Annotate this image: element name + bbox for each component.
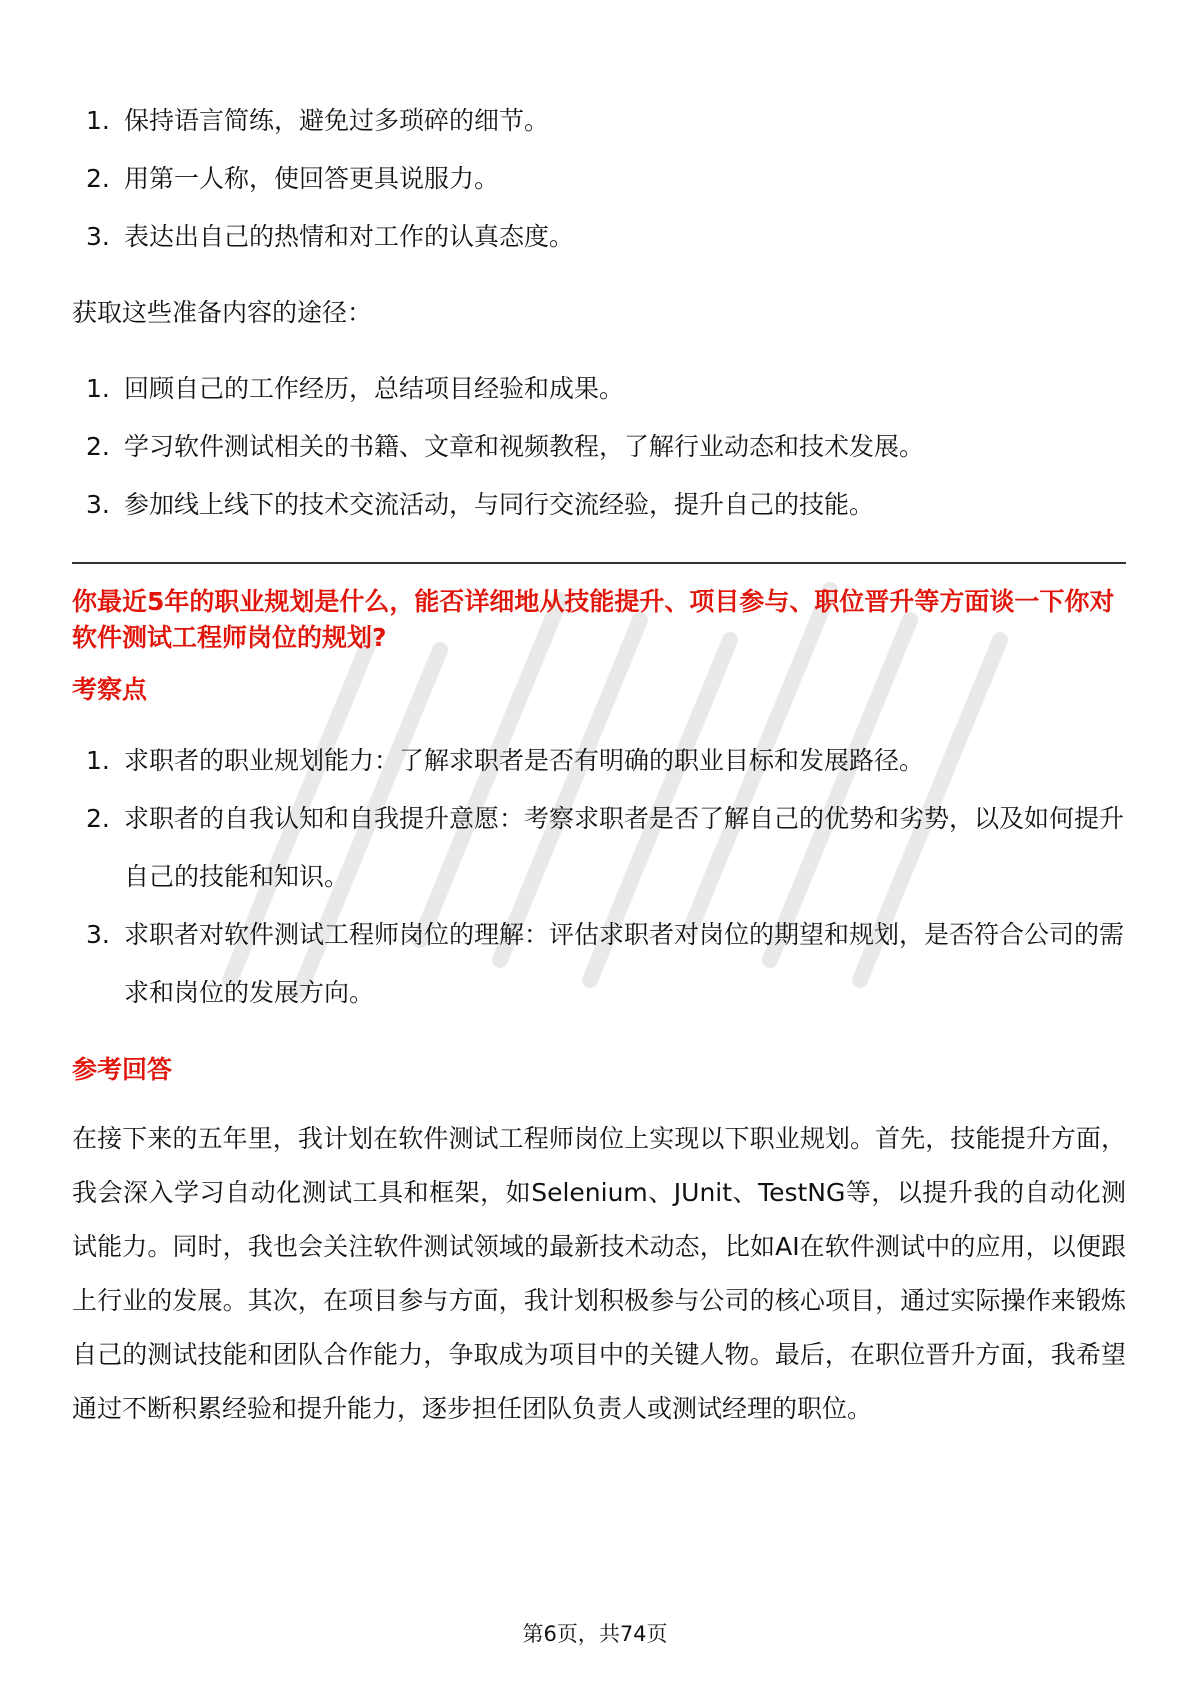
list-item-text: 求职者的自我认知和自我提升意愿：考察求职者是否了解自己的优势和劣势，以及如何提升自己的技能和知识。: [124, 804, 1125, 891]
list-item: [72, 418, 1126, 476]
list-item: [72, 360, 1126, 418]
list-number: 1.: [86, 746, 110, 775]
interview-question: 你最近5年的职业规划是什么，能否详细地从技能提升、项目参与、职位晋升等方面谈一下你对软件测试工程师岗位的规划?: [72, 587, 1115, 652]
list-item-text: 参加线上线下的技术交流活动，与同行交流经验，提升自己的技能。: [124, 490, 875, 519]
list-item-text: 保持语言简练，避免过多琐碎的细节。: [124, 106, 550, 135]
list-item: [72, 906, 1126, 1022]
list-item-text: 学习软件测试相关的书籍、文章和视频教程，了解行业动态和技术发展。: [124, 432, 925, 461]
list-number: 1.: [86, 106, 110, 135]
sources-heading: 获取这些准备内容的途径：: [72, 298, 373, 327]
list-item: [72, 92, 1126, 150]
list-number: 2.: [86, 164, 110, 193]
list-item-text: 表达出自己的热情和对工作的认真态度。: [124, 222, 575, 251]
list-number: 3.: [86, 222, 110, 251]
page-content: [72, 92, 1126, 1436]
reference-title: 参考回答: [72, 1055, 173, 1084]
list-item: [72, 732, 1126, 790]
list-item-text: 用第一人称，使回答更具说服力。: [124, 164, 500, 193]
list-number: 3.: [86, 490, 110, 519]
list-number: 3.: [86, 920, 110, 949]
list-item-text: 求职者对软件测试工程师岗位的理解：评估求职者对岗位的期望和规划，是否符合公司的需求和岗位的发展方向。: [124, 920, 1125, 1007]
page-number: 第6页，共74页: [522, 1622, 668, 1646]
list-item: [72, 208, 1126, 266]
list-item-text: 回顾自己的工作经历，总结项目经验和成果。: [124, 374, 625, 403]
list-item: [72, 150, 1126, 208]
sources-list: [72, 360, 1126, 534]
list-number: 1.: [86, 374, 110, 403]
list-item-text: 求职者的职业规划能力：了解求职者是否有明确的职业目标和发展路径。: [124, 746, 925, 775]
assessment-title: 考察点: [72, 675, 148, 704]
assessment-list: [72, 732, 1126, 1022]
list-number: 2.: [86, 804, 110, 833]
tips-list: [72, 92, 1126, 266]
reference-answer: 在接下来的五年里，我计划在软件测试工程师岗位上实现以下职业规划。首先，技能提升方面，我会深入学习自动化测试工具和框架，如Selenium、JUnit、TestNG等，以提升我的自动化测试能力。同时，我也会关注软件测试领域的最新技术动态，比如AI在软件测试中的应用，以便跟上行业的发展。其次，在项目参与方面，我计划积极参与公司的核心项目，通过实际操作来锻炼自己的测试技能和团队合作能力，争取成为项目中的关键人物。最后，在职位晋升方面，我希望通过不断积累经验和提升能力，逐步担任团队负责人或测试经理的职位。: [72, 1124, 1126, 1423]
list-item: [72, 790, 1126, 906]
list-item: [72, 476, 1126, 534]
list-number: 2.: [86, 432, 110, 461]
